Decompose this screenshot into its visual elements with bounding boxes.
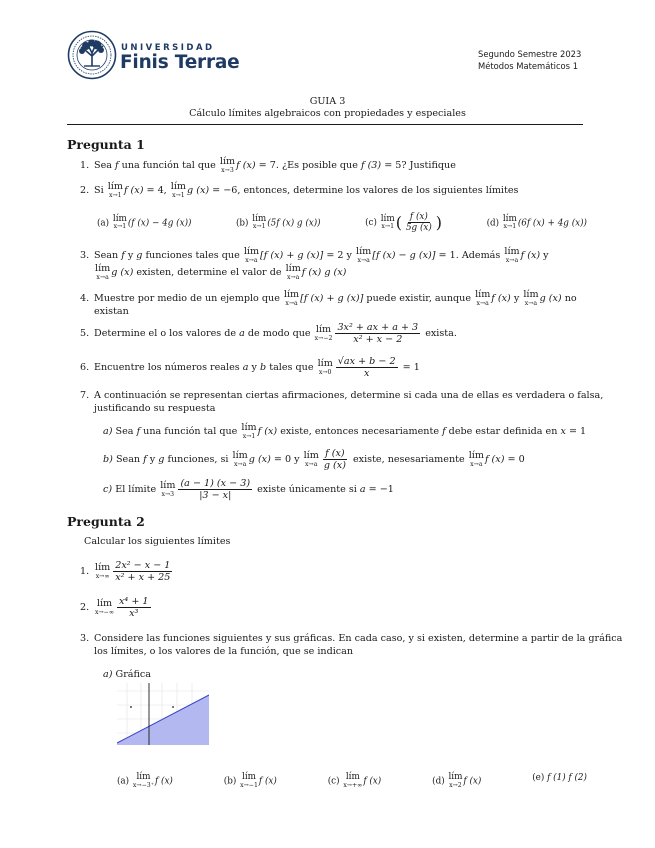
item-number: 3. [80,249,90,261]
guide-title: GUIA 3 [309,96,346,107]
opt-label: (e) [532,773,545,783]
text: = −6, entonces, determine los valores de los siguientes límites [209,184,519,196]
denominator: x² + x − 2 [353,334,403,346]
math: f (1) f (2) [547,773,587,783]
item-number: 5. [80,328,90,340]
lim-sub: x→a [96,273,109,281]
lim: lím [107,181,123,192]
lim-sub: x→3 [221,166,234,174]
denominator: g (x) [323,460,346,472]
item-number: 1. [80,159,90,171]
lim: lím [95,263,111,274]
numerator: 2x² − x − 1 [115,560,171,571]
opt-label: (a) [97,218,110,229]
q1-item-3-cont [94,264,346,281]
limit-operator [504,247,519,264]
math: g [136,249,143,261]
lim: lím [315,324,332,336]
limit-operator [95,563,110,580]
math: f (x) [363,776,382,787]
text: Determine el o los valores de [94,328,240,340]
math: x [560,425,566,437]
lim: lím [523,289,539,300]
q1-item-6 [80,356,420,379]
lim-sub: x→−3⁺ [132,781,154,789]
lim-sub: x→1 [113,223,127,231]
lim-sub: x→a [286,273,300,281]
q1-item-3 [80,247,549,264]
text: = 1. Además [435,249,504,261]
section-title-q1: Pregunta 1 [67,137,145,152]
lim-sub: x→a [357,256,370,264]
lim: lím [112,213,127,224]
text: debe estar definida en [445,425,561,437]
limit-operator [95,264,110,281]
q2-intro: Calcular los siguientes límites [84,536,231,547]
option-b [236,215,321,231]
math: f (x) [123,184,144,196]
math: (5f (x) g (x)) [267,218,321,229]
numerator: x⁴ + 1 [119,596,149,607]
limit-operator [356,247,371,264]
limit-operator [244,247,259,264]
q1-item-7a [103,423,586,440]
point [130,706,132,708]
text: = −1 [365,484,394,496]
guide-subtitle: Cálculo límites algebraicos con propiedades y especiales [189,108,466,119]
lim: lím [219,156,236,167]
lim: lím [243,246,260,257]
lim-sub: x→2 [449,781,462,789]
math: [f (x) − g (x)] [372,249,436,261]
math: (f (x) − 4g (x)) [127,218,192,229]
math: b [260,362,267,374]
lim: lím [232,450,248,462]
limit-operator [95,599,114,616]
numerator: 3x² + ax + a + 3 [337,322,419,333]
q1-item-2-options [97,212,587,233]
q1-item-7 [80,390,603,401]
math: g (x) [248,454,271,466]
opt-label: (b) [223,776,237,787]
text: = 1 [565,425,587,437]
lim-sub: x→a [245,256,258,264]
text: funciones tales que [142,249,243,261]
limit-operator [318,359,333,376]
text: y [540,249,549,261]
q2-graph-options [117,773,587,789]
limit-operator [241,423,256,440]
text: = 7. ¿Es posible que [255,159,361,171]
lim: lím [317,358,333,370]
text: existe, nesesariamente [349,454,468,466]
lim-sub: x→1 [242,432,256,440]
numerator: f (x) [325,448,345,459]
text: y [146,454,159,466]
opt-label: (d) [486,218,500,229]
lim-sub: x→∞ [95,572,110,580]
lim: lím [136,772,151,782]
text: Sean [94,249,122,261]
lim: lím [95,562,111,574]
lim-sub: x→−1 [240,781,258,789]
limit-operator [240,773,258,789]
q2-item-3 [80,633,622,644]
sub-label: a) [103,425,113,437]
lim-sub: x→1 [381,223,395,231]
sub-label: b) [103,454,113,466]
math: [f (x) + g (x)] [300,292,364,304]
q1-item-4-cont: existan [94,306,129,317]
text: El límite [115,484,160,496]
lim: lím [252,213,267,224]
limit-operator [503,215,517,231]
limit-operator [315,325,333,342]
limit-operator [160,481,175,498]
denominator: |3 − x| [199,490,232,502]
limit-operator [252,215,266,231]
math: f (3) [360,159,382,171]
text: y [124,249,137,261]
lim: lím [283,289,300,300]
numerator: √ax + b − 2 [337,356,396,367]
option-c [328,773,382,789]
q1-item-7c [103,478,394,501]
function-graph [117,683,209,745]
text: = 1 [399,362,420,374]
opt-label: (d) [432,776,445,787]
text: = 5? Justifique [381,159,456,171]
sub-label: a) [103,669,113,680]
math: f (x) [463,776,482,787]
math: g (x) [187,184,210,196]
math: f (x) [236,159,256,171]
text: no [561,292,577,304]
item-number: 2. [80,184,90,196]
limit-operator [475,290,490,307]
text: Sea [115,425,137,437]
text: Sean [115,454,144,466]
item-number: 1. [80,566,90,578]
text: existe únicamente si [254,484,360,496]
math: f (x) [520,249,541,261]
lim-sub: x→1 [172,191,185,199]
math: f [136,425,141,437]
semester-text: Segundo Semestre 2023 [478,49,582,59]
header-info [478,49,581,72]
text: una función tal que [140,425,241,437]
university-seal-logo [67,28,117,82]
item-number: 4. [80,292,90,304]
limit-operator [233,451,248,468]
lim: lím [448,772,463,782]
course-text: Métodos Matemáticos 1 [478,60,579,71]
lim-sub: x→1 [252,223,266,231]
math: g (x) [111,266,134,278]
text: exista. [422,328,457,340]
limit-operator [304,451,319,468]
lim: lím [356,246,372,257]
option-d [432,773,481,789]
brand-name: Finis Terrae [120,52,240,73]
fraction [178,478,252,501]
lim: lím [468,450,484,462]
option-b [224,773,277,789]
text: funciones, si [164,454,232,466]
math: f (x) [491,292,511,304]
q1-item-7b [103,448,525,471]
math: f [143,454,147,466]
brand-top-text: UNIVERSIDAD [121,43,215,53]
q1-item-5 [80,322,457,345]
q1-item-2 [80,182,518,199]
math: a [239,328,245,340]
text: Sea [94,159,116,171]
lim-sub: x→1 [109,191,122,199]
text: puede existir, aunque [363,292,475,304]
denominator: x³ [129,608,139,620]
opt-label: (c) [365,218,377,229]
math: g (x) [539,292,562,304]
lim-sub: x→a [233,460,247,468]
text: de modo que [244,328,314,340]
denominator: x [363,368,370,380]
fraction [322,448,348,471]
math: f (x) [484,454,505,466]
lim: lím [502,213,517,224]
lim: lím [475,289,491,300]
lim-sub: x→a [476,299,489,307]
graph-caption [103,669,151,680]
option-a [97,215,191,231]
header-rule [67,124,583,125]
lim: lím [504,246,520,257]
lim-sub: x→a [524,299,538,307]
limit-operator [171,182,186,199]
item-number: 3. [80,633,90,644]
lim: lím [160,480,176,492]
limit-operator [286,264,301,281]
opt-label: (a) [117,776,130,787]
limit-operator [284,290,299,307]
q2-item-2 [80,596,153,619]
lim-sub: x→a [305,460,318,468]
math: a [359,484,366,496]
math: (6f (x) + 4g (x)) [517,218,587,229]
opt-label: (c) [327,776,340,787]
fraction [335,322,420,345]
math: a [242,362,249,374]
text: una función tal que [118,159,219,171]
denominator: x² + x + 25 [115,572,171,584]
math: f (x) [257,425,278,437]
limit-operator [113,215,127,231]
text: Si [94,184,107,196]
option-e [532,773,587,783]
section-title-q2: Pregunta 2 [67,514,145,529]
item-number: 7. [80,390,90,401]
text: existe, entonces necesariamente [277,425,443,437]
math: f (x) [258,776,277,787]
q2-item-1 [80,560,174,583]
q1-item-1 [80,157,456,174]
lim-sub: x→0 [318,368,332,376]
fraction [336,356,398,379]
q1-item-4 [80,290,577,307]
limit-operator [523,290,538,307]
graph-title: Gráfica [115,669,151,680]
limit-operator [108,182,123,199]
lim: lím [345,772,360,782]
math: f [121,249,125,261]
lim: lím [380,213,395,224]
option-d [487,215,587,231]
lim-sub: x→a [285,299,298,307]
text: A continuación se representan ciertas afirmaciones, determine si cada una de ellas es verdadera o falsa, [94,390,604,401]
text: = 4, [143,184,170,196]
lim: lím [242,772,256,782]
lim: lím [241,422,257,433]
q2-item-3-cont: los límites, o los valores de la función, que se indican [94,646,354,657]
limit-operator [220,157,235,174]
denominator: 5g (x) [405,223,432,234]
sub-label: c) [103,484,113,496]
limit-operator [469,451,484,468]
lim-sub: x→−2 [314,334,333,342]
lim-sub: x→a [470,460,483,468]
math: f [115,159,119,171]
math: f (x) [154,776,173,787]
text: existen, determine el valor de [133,266,285,278]
fraction [404,212,434,233]
text: Muestre por medio de un ejemplo que [94,292,283,304]
math: f (x) g (x) [301,266,347,278]
lim: lím [170,181,187,192]
math: g [158,454,165,466]
lim-sub: x→3 [161,490,175,498]
text: = 2 y [323,249,356,261]
lim: lím [285,263,301,274]
limit-operator [448,773,462,789]
math: f [442,425,446,437]
text: y [248,362,261,374]
fraction [117,596,151,619]
lim-sub: x→1 [503,223,517,231]
item-number: 2. [80,602,90,614]
math: [f (x) + g (x)] [260,249,324,261]
lim-sub: x→+∞ [343,781,363,789]
text: = 0 y [270,454,303,466]
q1-item-7-cont: justificando su respuesta [94,403,216,414]
lim: lím [96,598,113,610]
text: = 0 [504,454,525,466]
limit-operator [343,773,362,789]
limit-operator [133,773,154,789]
lim-sub: x→a [505,256,519,264]
point [172,706,174,708]
text: Considere las funciones siguientes y sus gráficas. En cada caso, y si existen, determine a partir de la gráfica [94,633,623,644]
numerator: f (x) [409,212,428,222]
text: tales que [266,362,317,374]
lim-sub: x→−∞ [95,608,115,616]
item-number: 6. [80,362,90,374]
option-c: (c) lím x→1 ( $\frac{f (x)}{5g (x)}$ ) [365,212,443,234]
lim: lím [303,450,319,462]
limit-operator [381,215,395,231]
text: y [510,292,523,304]
numerator: (a − 1) (x − 3) [180,478,251,489]
opt-label: (b) [235,218,249,229]
text: Encuentre los números reales [94,362,243,374]
fraction [113,560,172,583]
option-a [117,773,173,789]
